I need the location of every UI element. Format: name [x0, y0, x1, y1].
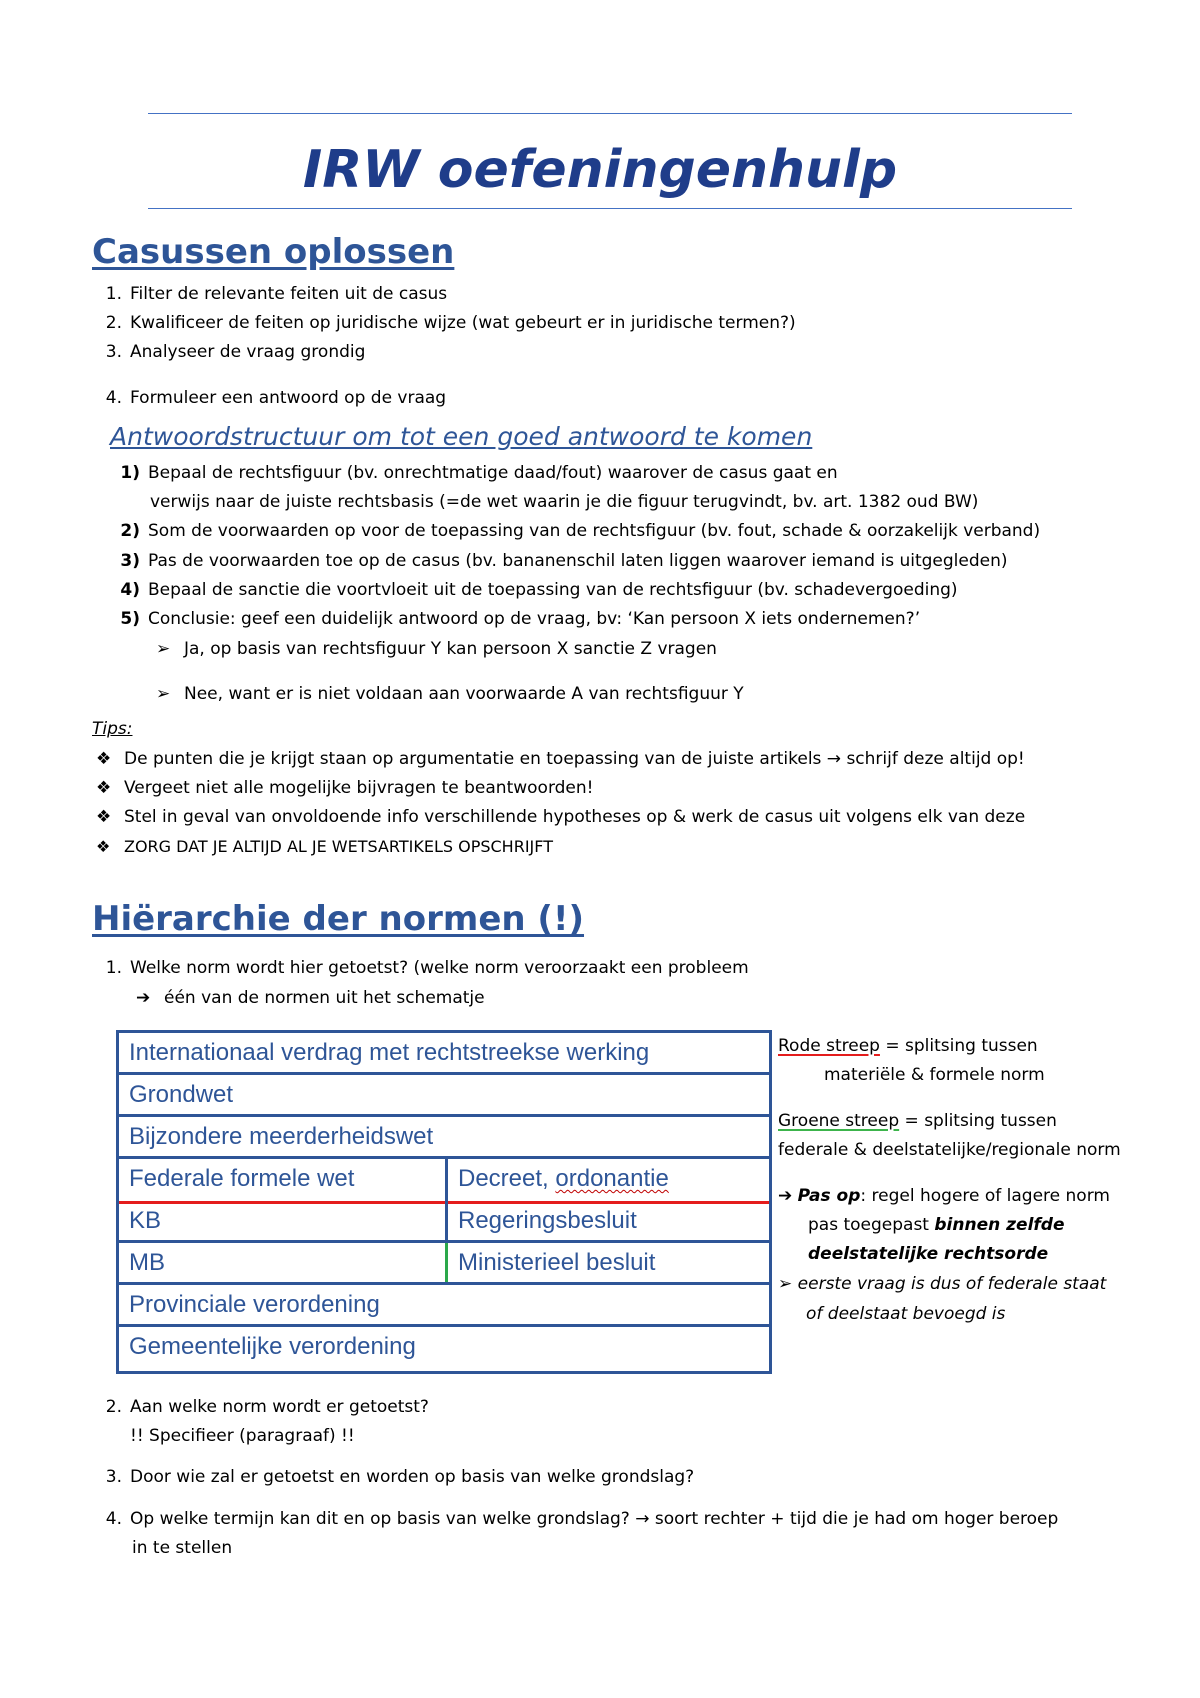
question-continuation: !! Specifieer (paragraaf) !! — [130, 1426, 355, 1446]
question-item: 3. Door wie zal er getoetst en worden op basis van welke grondslag? — [105, 1467, 695, 1487]
step-item: 1. Filter de relevante feiten uit de casus — [105, 284, 448, 304]
legend-red-line: Rode streep = splitsing tussen — [778, 1036, 1038, 1056]
step-item: 2. Kwalificeer de feiten op juridische wijze (wat gebeurt er in juridische termen?) — [105, 313, 796, 333]
arrowhead-bullet-icon: ➢ — [156, 639, 171, 659]
arrow-right-icon: → — [635, 1509, 650, 1529]
norm-hierarchy-table — [116, 1030, 772, 1374]
question-arrow-line: ➔ één van de normen uit het schematje — [136, 988, 485, 1008]
title-bottom-rule — [148, 208, 1072, 209]
legend-red-line-cont: materiële & formele norm — [824, 1065, 1045, 1085]
tip-item: ❖ ZORG DAT JE ALTIJD AL JE WETSARTIKELS OPSCHRIJFT — [96, 837, 553, 856]
structure-item: 4) Bepaal de sanctie die voortvloeit uit de toepassing van de rechtsfiguur (bv. schadevergoeding) — [120, 580, 958, 600]
structure-item: 2) Som de voorwaarden op voor de toepassing van de rechtsfiguur (bv. fout, schade & oorzakelijk verband) — [120, 521, 1041, 541]
subheading-antwoordstructuur: Antwoordstructuur om tot een goed antwoord te komen — [110, 422, 813, 451]
arrow-right-icon: ➔ — [136, 988, 151, 1008]
diamond-bullet-icon: ❖ — [96, 837, 111, 856]
norm-cell: Grondwet — [129, 1081, 234, 1108]
norm-row — [119, 1075, 769, 1117]
structure-item: 5) Conclusie: geef een duidelijk antwoord op de vraag, bv: ‘Kan persoon X iets ondernemen?’ — [120, 609, 921, 629]
tip-item: ❖ De punten die je krijgt staan op argumentatie en toepassing van de juiste artikels → schrijf deze altijd op! — [96, 749, 1025, 769]
page-title: IRW oefeningenhulp — [302, 140, 898, 200]
norm-row — [119, 1285, 769, 1327]
norm-cell: Federale formele wet — [129, 1165, 355, 1192]
question-item: 4. Op welke termijn kan dit en op basis van welke grondslag? → soort rechter + tijd die je had om hoger beroep — [105, 1509, 1059, 1529]
norm-row — [119, 1327, 769, 1369]
question-continuation: in te stellen — [132, 1538, 233, 1558]
section-heading-hierarchie: Hiërarchie der normen (!) — [92, 899, 585, 939]
title-top-rule — [148, 113, 1072, 114]
norm-cell: Regeringsbesluit — [458, 1207, 637, 1234]
arrowhead-bullet-icon: ➢ — [778, 1274, 793, 1294]
step-item: 3. Analyseer de vraag grondig — [105, 342, 366, 362]
norm-cell: Provinciale verordening — [129, 1291, 380, 1318]
step-item: 4. Formuleer een antwoord op de vraag — [105, 388, 447, 408]
structure-item-continuation: verwijs naar de juiste rechtsbasis (=de wet waarin je die figuur terugvindt, bv. art. 1382 oud BW) — [150, 492, 979, 512]
legend-green-line-cont: federale & deelstatelijke/regionale norm — [778, 1140, 1121, 1160]
norm-row — [119, 1201, 769, 1243]
norm-cell: Ministerieel besluit — [458, 1249, 656, 1276]
norm-cell: Decreet, ordonantie — [458, 1165, 669, 1192]
arrowhead-bullet-icon: ➢ — [156, 684, 171, 704]
structure-item: 1) Bepaal de rechtsfiguur (bv. onrechtmatige daad/fout) waarover de casus gaat en — [120, 463, 838, 483]
legend-note-cont: of deelstaat bevoegd is — [806, 1304, 1006, 1324]
norm-row — [119, 1243, 769, 1285]
tip-item: ❖ Vergeet niet alle mogelijke bijvragen te beantwoorden! — [96, 778, 594, 798]
diamond-bullet-icon: ❖ — [96, 749, 112, 769]
question-item: 1. Welke norm wordt hier getoetst? (welke norm veroorzaakt een probleem — [105, 958, 749, 978]
arrow-right-icon: ➔ — [778, 1186, 793, 1206]
norm-row — [119, 1033, 769, 1075]
section-heading-casussen: Casussen oplossen — [92, 232, 455, 272]
norm-cell: MB — [129, 1249, 165, 1276]
tips-label: Tips: — [92, 719, 133, 739]
structure-item: 3) Pas de voorwaarden toe op de casus (bv. bananenschil laten liggen waarover iemand is uitgegleden) — [120, 551, 1008, 571]
diamond-bullet-icon: ❖ — [96, 778, 112, 798]
legend-pasop-cont: deelstatelijke rechtsorde — [808, 1244, 1049, 1264]
norm-cell: Gemeentelijke verordening — [129, 1333, 416, 1360]
norm-row — [119, 1159, 769, 1201]
legend-pasop: ➔ Pas op: regel hogere of lagere norm — [778, 1186, 1110, 1206]
legend-note: ➢ eerste vraag is dus of federale staat — [778, 1274, 1107, 1294]
legend-green-line: Groene streep = splitsing tussen — [778, 1111, 1057, 1131]
diamond-bullet-icon: ❖ — [96, 807, 112, 827]
norm-cell: KB — [129, 1207, 162, 1234]
question-item: 2. Aan welke norm wordt er getoetst? — [105, 1397, 429, 1417]
answer-option: ➢ Ja, op basis van rechtsfiguur Y kan persoon X sanctie Z vragen — [156, 639, 717, 659]
norm-cell: Internationaal verdrag met rechtstreekse werking — [129, 1039, 650, 1066]
answer-option: ➢ Nee, want er is niet voldaan aan voorwaarde A van rechtsfiguur Y — [156, 684, 744, 704]
tip-item: ❖ Stel in geval van onvoldoende info verschillende hypotheses op & werk de casus uit volgens elk van deze — [96, 807, 1026, 827]
norm-row — [119, 1117, 769, 1159]
norm-cell: Bijzondere meerderheidswet — [129, 1123, 434, 1150]
legend-pasop-cont: pas toegepast binnen zelfde — [808, 1215, 1065, 1235]
